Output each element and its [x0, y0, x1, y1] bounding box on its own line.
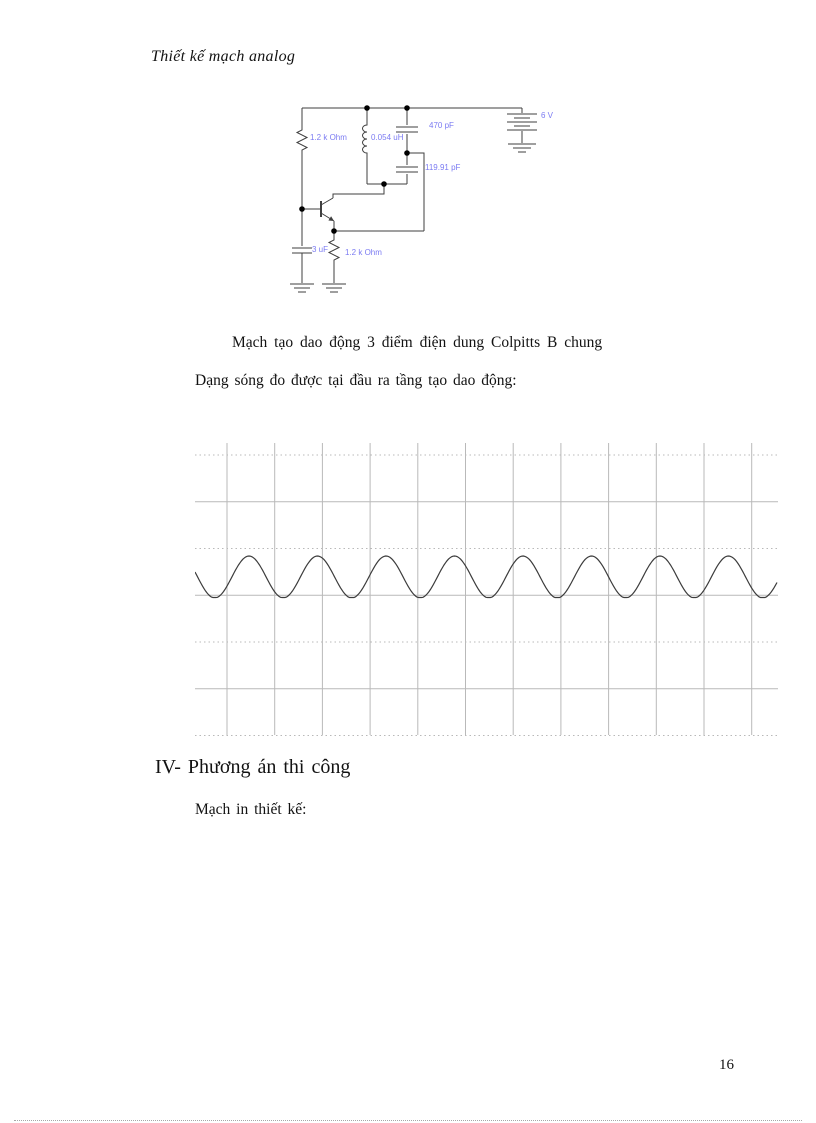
label-inductor-l1: 0.054 uH	[371, 133, 404, 142]
label-capacitor-c2: 119.91 pF	[425, 163, 461, 172]
capacitor-c2	[396, 153, 418, 184]
page-header-title: Thiết kế mạch analog	[151, 48, 296, 65]
capacitor-c3	[292, 209, 312, 283]
battery-v1	[507, 108, 537, 152]
sine-wave-trace	[195, 556, 777, 598]
page-number: 16	[719, 1057, 734, 1073]
section-heading: IV- Phương án thi công	[155, 756, 351, 778]
label-resistor-r1: 1.2 k Ohm	[310, 133, 347, 142]
label-resistor-r2: 1.2 k Ohm	[345, 248, 382, 257]
ground-left-icon	[290, 284, 314, 292]
ground-battery-icon	[508, 144, 536, 152]
inductor-l1	[363, 108, 368, 184]
oscilloscope-waveform-plot	[195, 440, 780, 740]
label-capacitor-c1: 470 pF	[429, 121, 454, 130]
circuit-diagram	[280, 95, 570, 310]
resistor-r1	[297, 108, 307, 209]
subsection-text: Mạch in thiết kế:	[195, 801, 307, 818]
page-bottom-rule	[14, 1120, 802, 1121]
ground-emitter-icon	[322, 284, 346, 292]
label-battery: 6 V	[541, 111, 554, 120]
wire-feedback	[407, 153, 424, 231]
resistor-r2	[329, 231, 339, 283]
capacitor-c1	[396, 108, 418, 153]
label-capacitor-c3: 3 uF	[312, 245, 329, 254]
waveform-intro-text: Dạng sóng đo được tại đầu ra tầng tạo dao động:	[195, 372, 517, 389]
figure-caption: Mạch tạo dao động 3 điểm điện dung Colpitts B chung	[232, 334, 603, 351]
transistor-q1	[321, 184, 384, 231]
junction-dots	[299, 105, 410, 234]
